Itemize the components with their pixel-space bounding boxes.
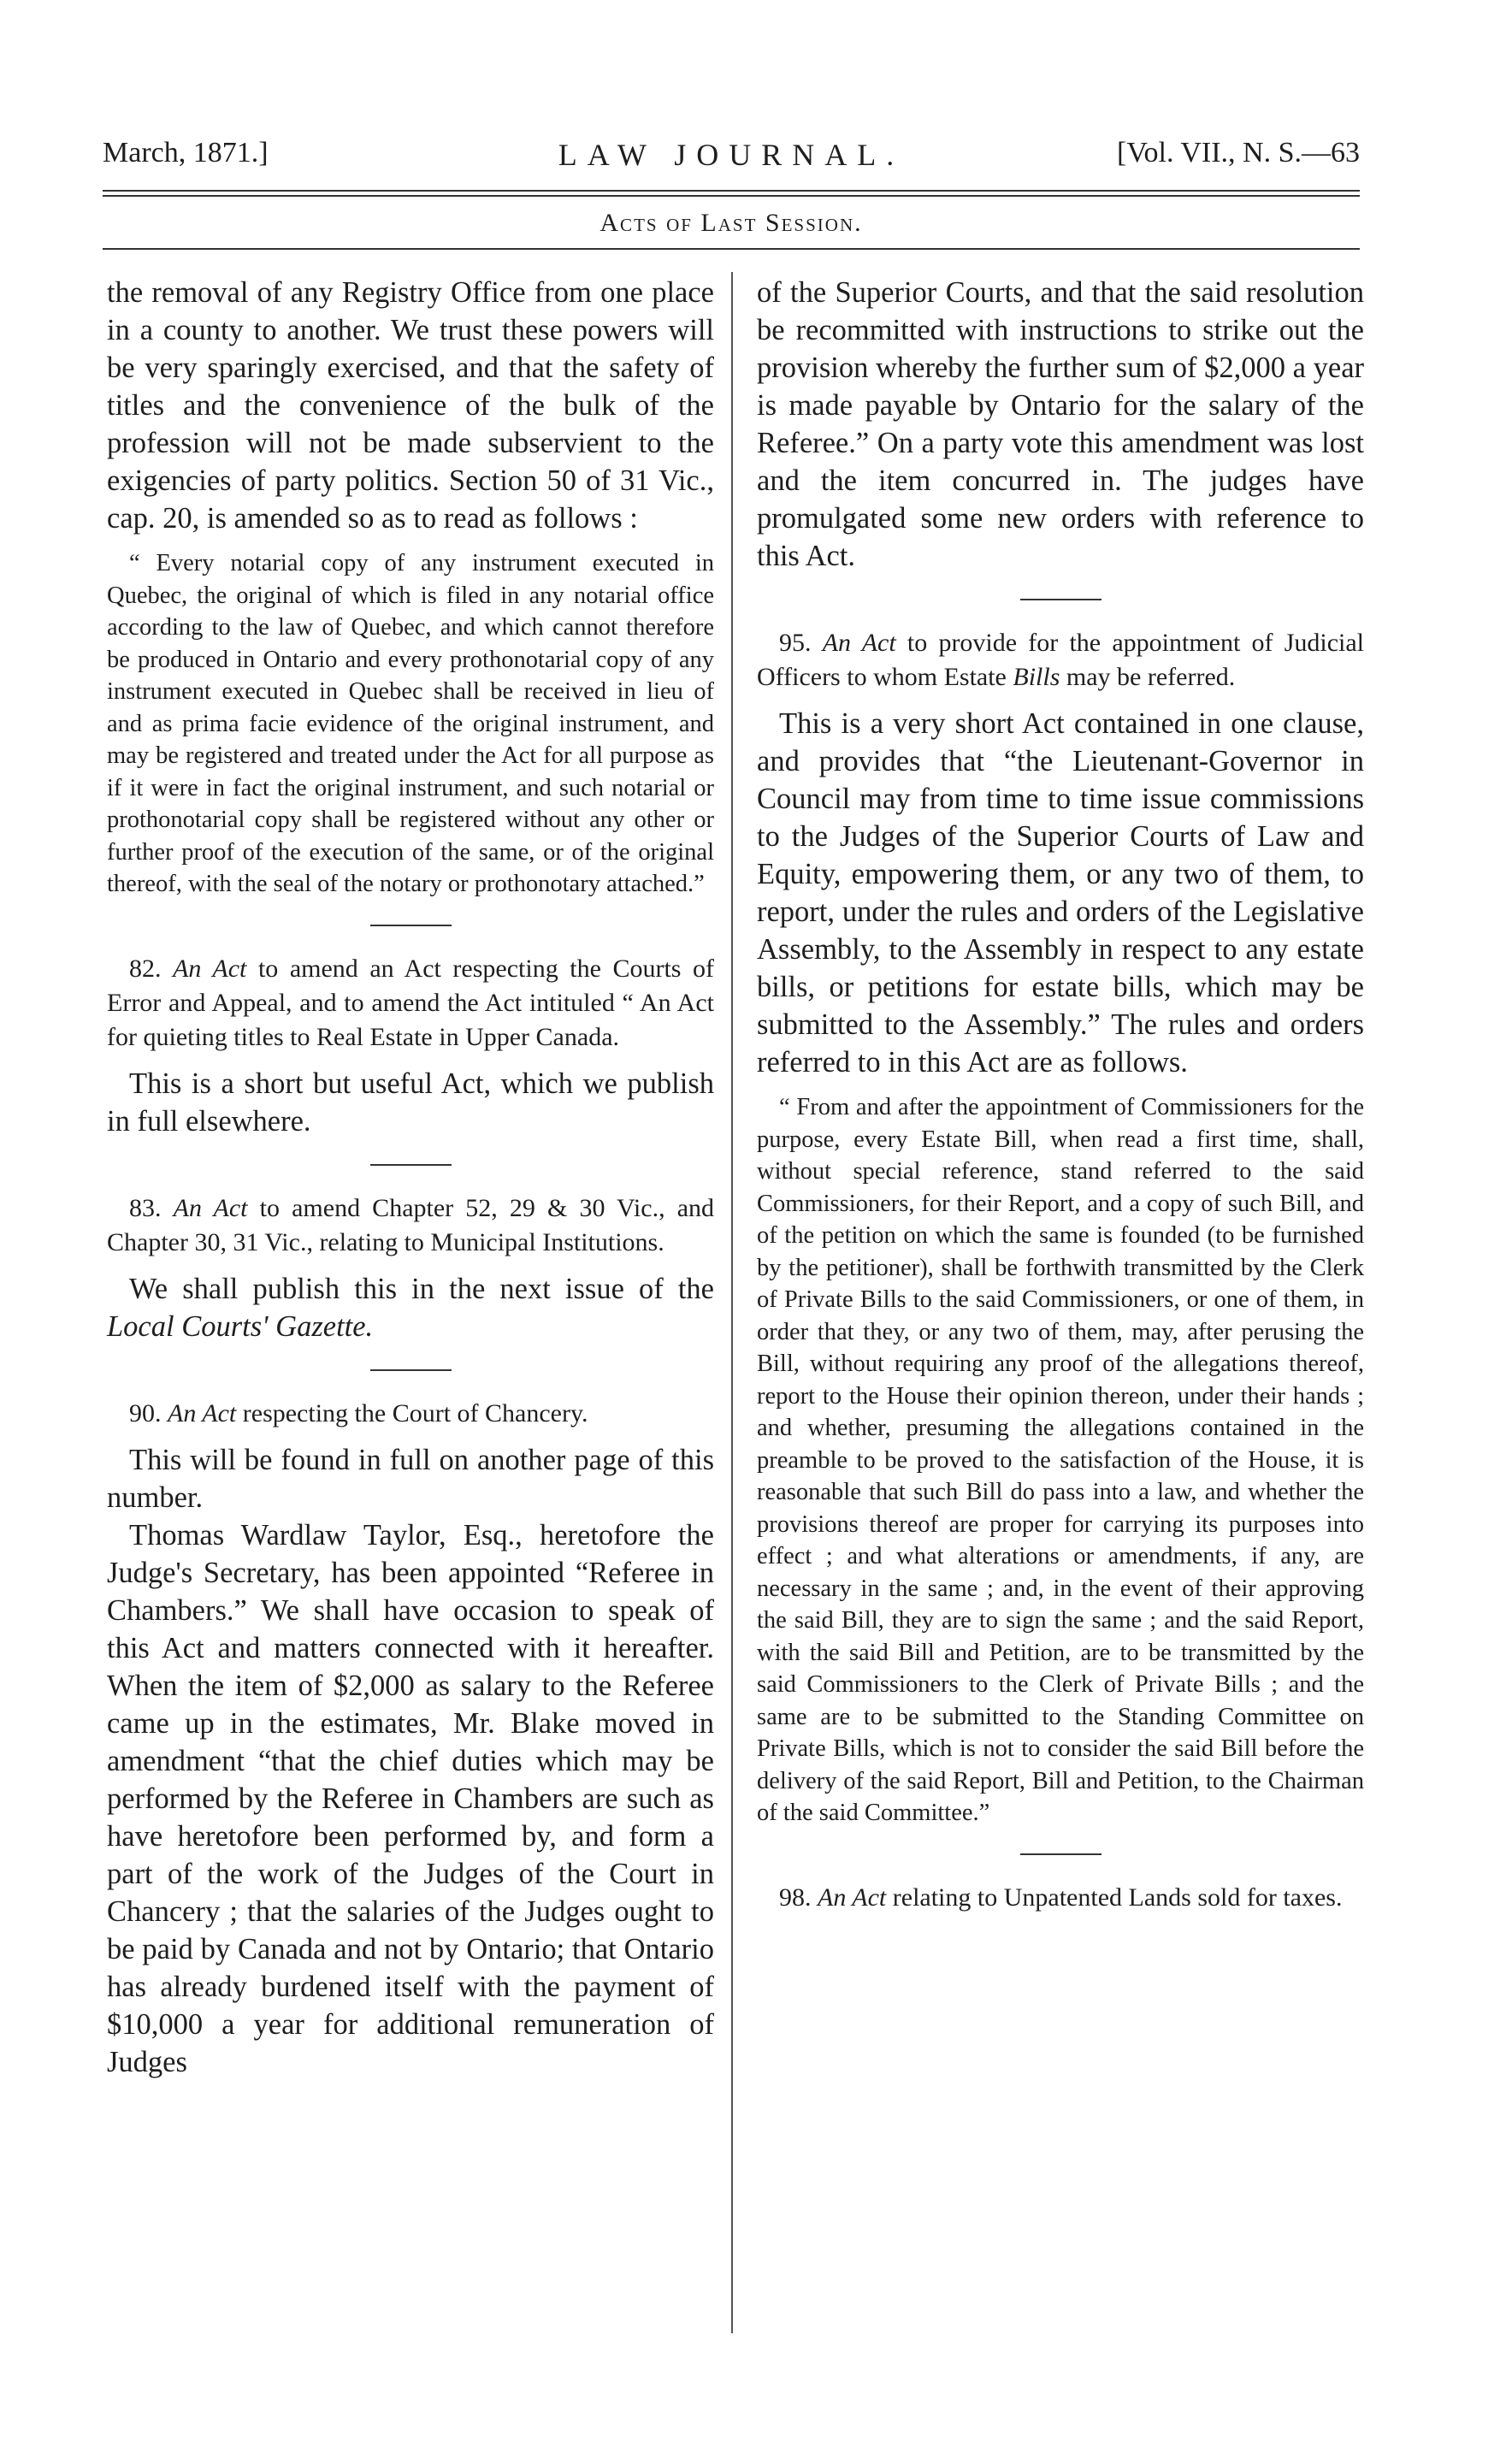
paragraph-referee: Thomas Wardlaw Taylor, Esq., heretofore the Judge's Secretary, has been appointed “Referee in Chambers.” We shall have occasion to speak of this Act and matters connected with it hereafter. When the item of $2,000 as salary to the Referee came up in the estimates, Mr. Blake moved in amendment “that the chief duties which may be performed by the Referee in Chambers are such as have heretofore been performed by, and form a part of the work of the Judges of the Court in Chancery ; that the salaries of the Judges ought to be paid by Canada and not by Ontario; that Ontario has already burdened itself with the payment of $10,000 a year for additional remuneration of Judges xyxy=(107,1518,714,2078)
act-description: relating to Unpatented Lands sold for taxes. xyxy=(892,1883,1343,1912)
separator xyxy=(370,925,452,926)
act-label: An Act xyxy=(173,954,247,983)
running-header xyxy=(103,137,1360,180)
act-number: 98. xyxy=(779,1883,812,1912)
paragraph-text: We shall publish this in the next issue of the xyxy=(129,1272,714,1305)
paragraph-act-95: This is a very short Act contained in one clause, and provides that “the Lieutenant-Governor in Council may from time to time issue commissions to the Judges of the Superior Courts of Law and Equity, empowering them, or any two of them, to report, under the rules and orders of the Legislative Assembly, to the Assembly in respect to any estate bills, or petitions for estate bills, which may be submitted to the Assembly.” The rules and orders referred to in this Act are as follows. xyxy=(757,707,1364,1079)
act-98-title xyxy=(757,1881,1364,1915)
left-column xyxy=(107,274,714,2081)
paragraph-act-83 xyxy=(107,1270,714,1345)
column-divider xyxy=(731,272,733,2333)
act-90-title xyxy=(107,1397,714,1431)
act-description: to provide for the appointment of Judicial Officers to whom Estate xyxy=(757,629,1365,691)
act-83-title xyxy=(107,1191,714,1260)
act-description-end: may be referred. xyxy=(1066,663,1236,691)
gazette-title: Local Courts' Gazette. xyxy=(107,1309,374,1343)
act-label: An Act xyxy=(818,1883,887,1912)
act-number: 82. xyxy=(129,954,162,983)
separator xyxy=(370,1369,452,1371)
act-label: An Act xyxy=(168,1398,237,1427)
separator xyxy=(1020,1853,1102,1855)
header-rule-top xyxy=(103,190,1360,192)
act-95-title xyxy=(757,626,1364,694)
paragraph-amendment: of the Superior Courts, and that the said resolution be recommitted with instructions to strike out the provision whereby the further sum of $2,000 a year is made payable by Ontario for the salary of the Referee.” On a party vote this amendment was lost and the item concurred in. The judges have promulgated some new orders with reference to this Act. xyxy=(757,276,1364,572)
header-volume: [Vol. VII., N. S.—63 xyxy=(1117,137,1360,168)
paragraph-registry: the removal of any Registry Office from one place in a county to another. We trust these powers will be very sparingly exercised, and that the safety of titles and the convenience of the bulk of the profession will not be made subservient to the exigencies of party politics. Section 50 of 31 Vic., cap. 20, is amended so as to read as follows : xyxy=(107,276,714,535)
right-column xyxy=(757,274,1364,1915)
quote-estate-bill-rules: “ From and after the appointment of Commissioners for the purpose, every Estate Bill, when read a first time, shall, without special reference, stand referred to the said Commissioners, for their Report, and a copy of such Bill, and of the petition on which the same is founded (to be furnished by the petitioner), shall be forthwith transmitted by the Clerk of Private Bills to the said Commissioners, or one of them, in order that they, or any two of them, may, after perusing the Bill, without requiring any proof of the allegations thereof, report to the House their opinion thereon, under their hands ; and whether, presuming the allegations contained in the preamble to be proved to the satisfaction of the House, it is reasonable that such Bill do pass into a law, and whether the provisions thereof are proper for carrying its purposes into effect ; and what alterations or amendments, if any, are necessary in the same ; and, in the event of their approving the said Bill, they are to sign the same ; and the said Report, with the said Bill and Petition, are to be transmitted by the said Commissioners to the Clerk of Private Bills ; and the same are to be submitted to the Standing Committee on Private Bills, which is not to consider the said Bill before the delivery of the said Report, Bill and Petition, to the Chairman of the said Committee.” xyxy=(757,1094,1364,1826)
paragraph-act-82: This is a short but useful Act, which we publish in full elsewhere. xyxy=(107,1067,714,1138)
act-number: 95. xyxy=(779,629,812,657)
act-italic-word: Bills xyxy=(1013,663,1060,691)
quote-notarial-copy: “ Every notarial copy of any instrument executed in Quebec, the original of which is filed in any notarial office according to the law of Quebec, and which cannot therefore be produced in Ontario and every prothonotarial copy of any instrument executed in Quebec shall be received in lieu of and as prima facie evidence of the original instrument, and may be registered and treated under the Act for all purpose as if it were in fact the original instrument, and such notarial or prothonotarial copy shall be registered without any other or further proof of the execution of the same, or of the original thereof, with the seal of the notary or prothonotary attached.” xyxy=(107,550,714,897)
act-number: 83. xyxy=(129,1193,162,1222)
header-rule-bottom xyxy=(103,195,1360,197)
section-rule xyxy=(103,248,1360,250)
separator xyxy=(370,1164,452,1166)
header-journal-title: LAW JOURNAL. xyxy=(558,138,905,172)
section-title: Acts of Last Session. xyxy=(599,209,863,237)
act-number: 90. xyxy=(129,1398,162,1427)
act-label: An Act xyxy=(822,629,896,657)
act-label: An Act xyxy=(173,1193,248,1222)
separator xyxy=(1020,599,1102,600)
act-description: respecting the Court of Chancery. xyxy=(242,1398,588,1427)
act-description: to amend Chapter 52, 29 & 30 Vic., and Chapter 30, 31 Vic., relating to Municipal Institutions. xyxy=(107,1193,715,1256)
act-82-title xyxy=(107,952,714,1055)
act-description: to amend an Act respecting the Courts of Error and Appeal, and to amend the Act intituled “ An Act for quieting titles to Real Estate in Upper Canada. xyxy=(107,954,715,1051)
header-date: March, 1871.] xyxy=(103,137,269,168)
paragraph-act-90-note: This will be found in full on another page of this number. xyxy=(107,1443,714,1514)
